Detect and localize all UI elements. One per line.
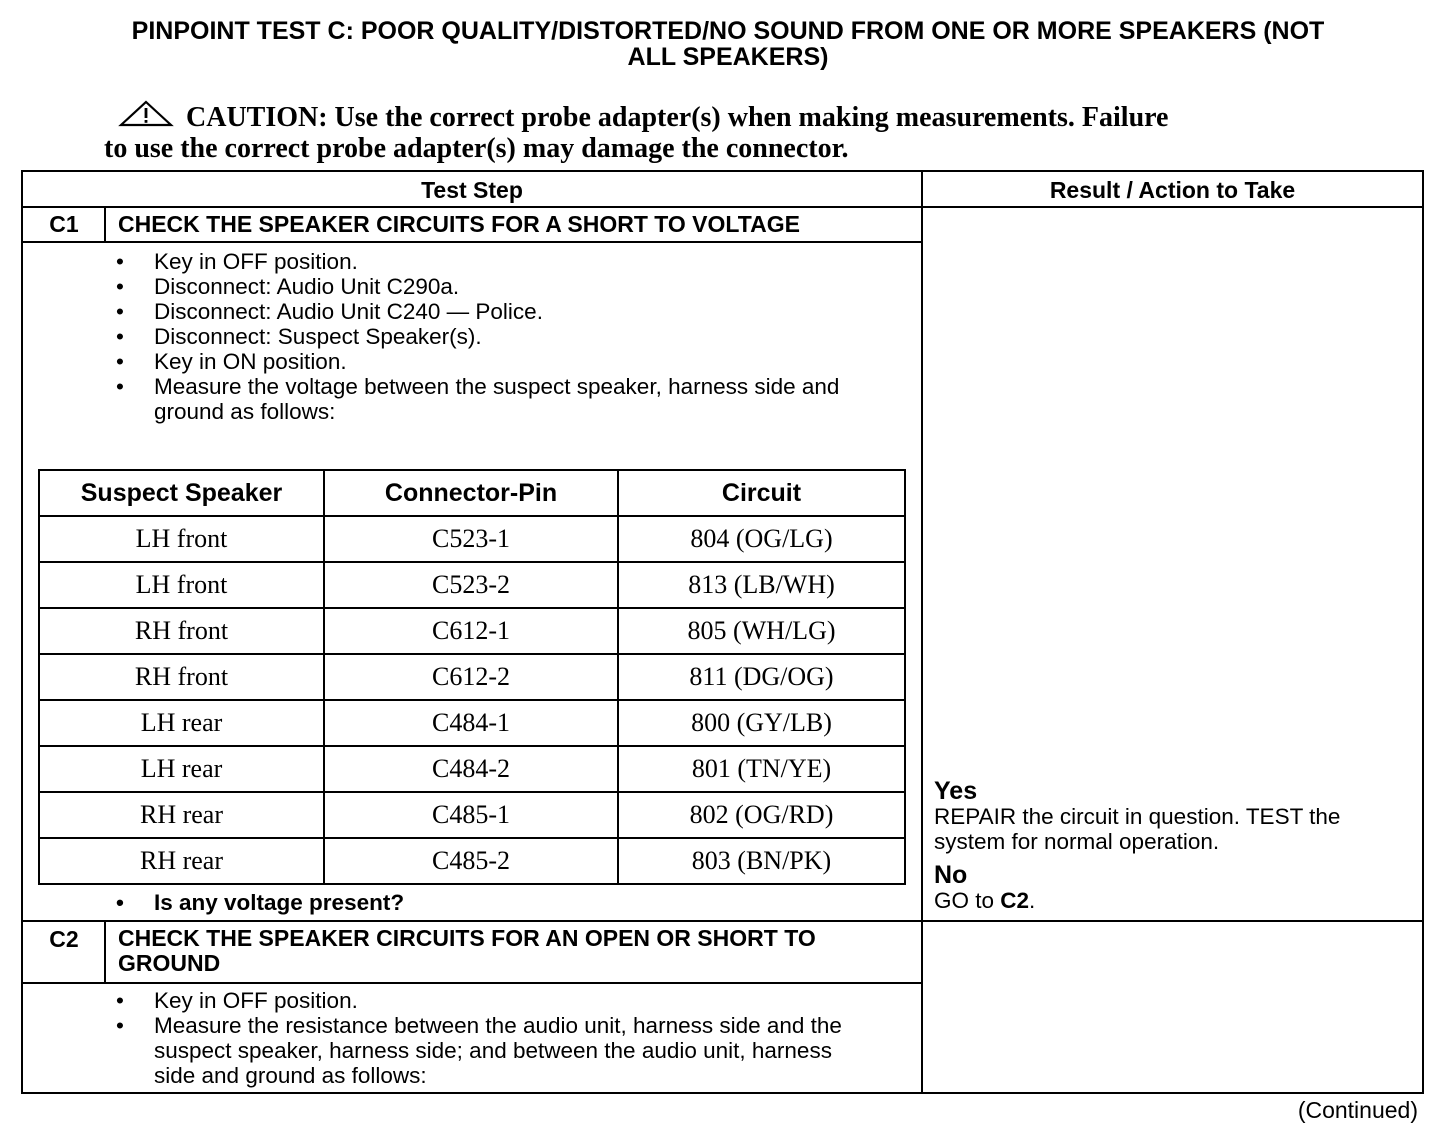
result-yes-label: Yes [934,777,978,805]
title-line-1: PINPOINT TEST C: POOR QUALITY/DISTORTED/NO SOUND FROM ONE OR MORE SPEAKERS (NOT [131,17,1325,45]
list-item: • Measure the resistance between the audio unit, harness side and the suspect speaker, harness side; and between the audio unit, harness side and ground as follows: [116,1013,864,1088]
rule-header-bottom [21,206,1424,208]
step-c1-id: C1 [49,211,79,237]
rule-c2-id-divider [104,920,106,984]
cell-circuit: 803 (BN/PK) [618,838,905,884]
cell-suspect-speaker: LH rear [39,746,324,792]
table-row [39,792,905,838]
cell-circuit: 800 (GY/LB) [618,700,905,746]
cell-circuit: 804 (OG/LG) [618,516,905,562]
caution-text-line-2: to use the correct probe adapter(s) may damage the connector. [104,133,849,164]
step-c2-instructions [116,988,906,1088]
list-item: • Key in OFF position. [116,988,906,1013]
result-yes-text: REPAIR the circuit in question. TEST the system for normal operation. [934,804,1341,854]
list-item: • Measure the voltage between the suspect speaker, harness side and ground as follows: [116,374,874,424]
cell-suspect-speaker: RH rear [39,792,324,838]
cell-suspect-speaker: RH front [39,654,324,700]
rule-c2-title-bottom [21,982,923,984]
rule-bottom [21,1092,1424,1094]
table-row [39,608,905,654]
cell-suspect-speaker: LH front [39,516,324,562]
step-c1-result [934,778,1414,913]
cell-circuit: 801 (TN/YE) [618,746,905,792]
caution-triangle-icon [118,100,174,128]
cell-connector-pin: C612-1 [324,608,618,654]
table-row [39,700,905,746]
rule-top [21,170,1424,172]
page-title [30,18,1426,70]
list-item: • Disconnect: Audio Unit C290a. [116,274,906,299]
rule-c1-bottom [21,920,1424,922]
cell-connector-pin: C485-1 [324,792,618,838]
rule-left [21,170,23,1094]
cell-connector-pin: C523-2 [324,562,618,608]
table-row [39,562,905,608]
column-header-connector-pin: Connector-Pin [324,470,618,516]
rule-middle [921,170,923,1094]
cell-suspect-speaker: LH front [39,562,324,608]
table-row [39,654,905,700]
result-no-target: C2 [1000,888,1030,913]
result-no-prefix: GO to [934,888,1001,913]
header-test-step: Test Step [421,177,523,203]
rule-right [1422,170,1424,1094]
rule-c1-title-bottom [21,241,923,243]
step-c1-question [116,890,906,915]
step-c2-title: CHECK THE SPEAKER CIRCUITS FOR AN OPEN OR SHORT TO GROUND [118,925,816,976]
title-line-2: ALL SPEAKERS) [627,43,829,71]
caution-notice [104,100,1334,164]
cell-circuit: 805 (WH/LG) [618,608,905,654]
column-header-circuit: Circuit [618,470,905,516]
cell-suspect-speaker: RH front [39,608,324,654]
result-no-text [934,888,1414,913]
list-item: • Disconnect: Audio Unit C240 — Police. [116,299,906,324]
list-item: • Key in ON position. [116,349,906,374]
cell-connector-pin: C484-2 [324,746,618,792]
cell-suspect-speaker: RH rear [39,838,324,884]
caution-text-line-1: CAUTION: Use the correct probe adapter(s) when making measurements. Failure [186,102,1169,133]
cell-connector-pin: C484-1 [324,700,618,746]
cell-connector-pin: C612-2 [324,654,618,700]
question-item: • Is any voltage present? [116,890,906,915]
result-no-label: No [934,861,968,889]
step-c2-id: C2 [49,926,79,952]
step-c1-title: CHECK THE SPEAKER CIRCUITS FOR A SHORT TO VOLTAGE [118,211,800,237]
column-header-suspect-speaker: Suspect Speaker [39,470,324,516]
cell-suspect-speaker: LH rear [39,700,324,746]
cell-circuit: 811 (DG/OG) [618,654,905,700]
rule-c1-id-divider [104,206,106,243]
list-item: • Key in OFF position. [116,249,906,274]
table-row [39,746,905,792]
table-row [39,516,905,562]
list-item: • Disconnect: Suspect Speaker(s). [116,324,906,349]
step-c1-instructions [116,249,906,424]
cell-connector-pin: C485-2 [324,838,618,884]
cell-circuit: 802 (OG/RD) [618,792,905,838]
header-result-action: Result / Action to Take [1049,177,1296,203]
result-no-suffix: . [1029,888,1036,913]
cell-connector-pin: C523-1 [324,516,618,562]
cell-circuit: 813 (LB/WH) [618,562,905,608]
speaker-voltage-table [38,469,906,885]
table-row [39,838,905,884]
table-header-row [39,470,905,516]
continued-label: (Continued) [1297,1097,1418,1123]
